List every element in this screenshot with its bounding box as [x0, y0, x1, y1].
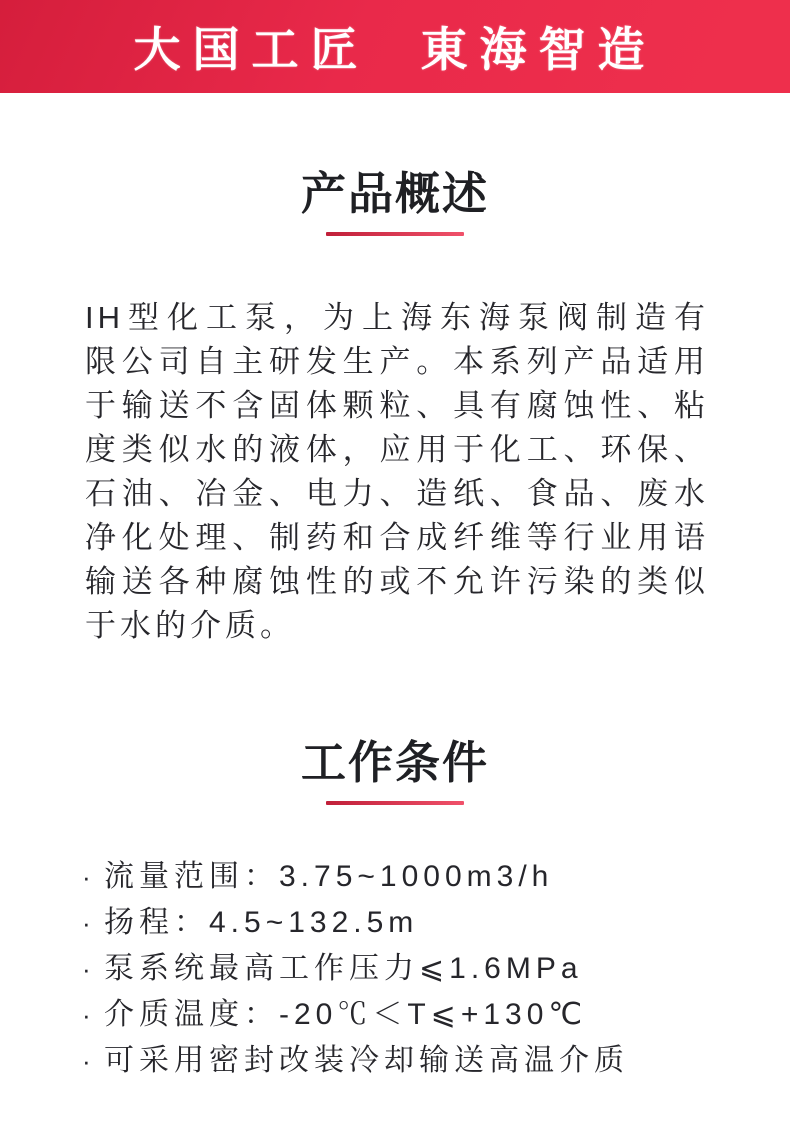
condition-text: 介质温度：-20℃＜T⩽+130℃: [104, 998, 588, 1031]
condition-item: [82, 854, 705, 900]
condition-text: 泵系统最高工作压力⩽1.6MPa: [104, 952, 583, 985]
top-banner: [0, 0, 790, 93]
bullet-dot-icon: ·: [82, 954, 91, 984]
condition-text: 扬程：4.5~132.5m: [104, 906, 419, 939]
conditions-list: [82, 854, 705, 1084]
paragraph-line: 度类似水的液体，应用于化工、环保、: [85, 432, 709, 467]
paragraph-line: IH型化工泵，为上海东海泵阀制造有: [85, 300, 709, 335]
title-underline-accent: [326, 801, 464, 805]
bullet-dot-icon: ·: [82, 908, 91, 938]
title-underline-accent: [326, 232, 464, 236]
bullet-dot-icon: ·: [82, 1000, 91, 1030]
conditions-title: 工作条件: [300, 737, 489, 788]
paragraph-line: 限公司自主研发生产。本系列产品适用: [85, 344, 709, 379]
paragraph-line: 于水的介质。: [85, 608, 295, 643]
condition-text: 流量范围：3.75~1000m3/h: [104, 860, 554, 893]
condition-text: 可采用密封改装冷却输送高温介质: [104, 1044, 629, 1077]
paragraph-line: 石油、冶金、电力、造纸、食品、废水: [85, 476, 709, 511]
banner-title: 大国工匠 東海智造: [133, 23, 657, 76]
paragraph-line: 输送各种腐蚀性的或不允许污染的类似: [85, 564, 709, 599]
overview-title: 产品概述: [300, 168, 489, 219]
bullet-dot-icon: ·: [82, 862, 91, 892]
paragraph-line: 于输送不含固体颗粒、具有腐蚀性、粘: [85, 388, 709, 423]
bullet-dot-icon: ·: [82, 1046, 91, 1076]
section-working-conditions: [0, 737, 790, 1084]
condition-item: [82, 946, 705, 992]
section-product-overview: [0, 168, 790, 648]
paragraph-line: 净化处理、制药和合成纤维等行业用语: [85, 520, 709, 555]
overview-paragraph: [85, 296, 709, 648]
condition-item: [82, 900, 705, 946]
condition-item: [82, 992, 705, 1038]
condition-item: [82, 1038, 705, 1084]
